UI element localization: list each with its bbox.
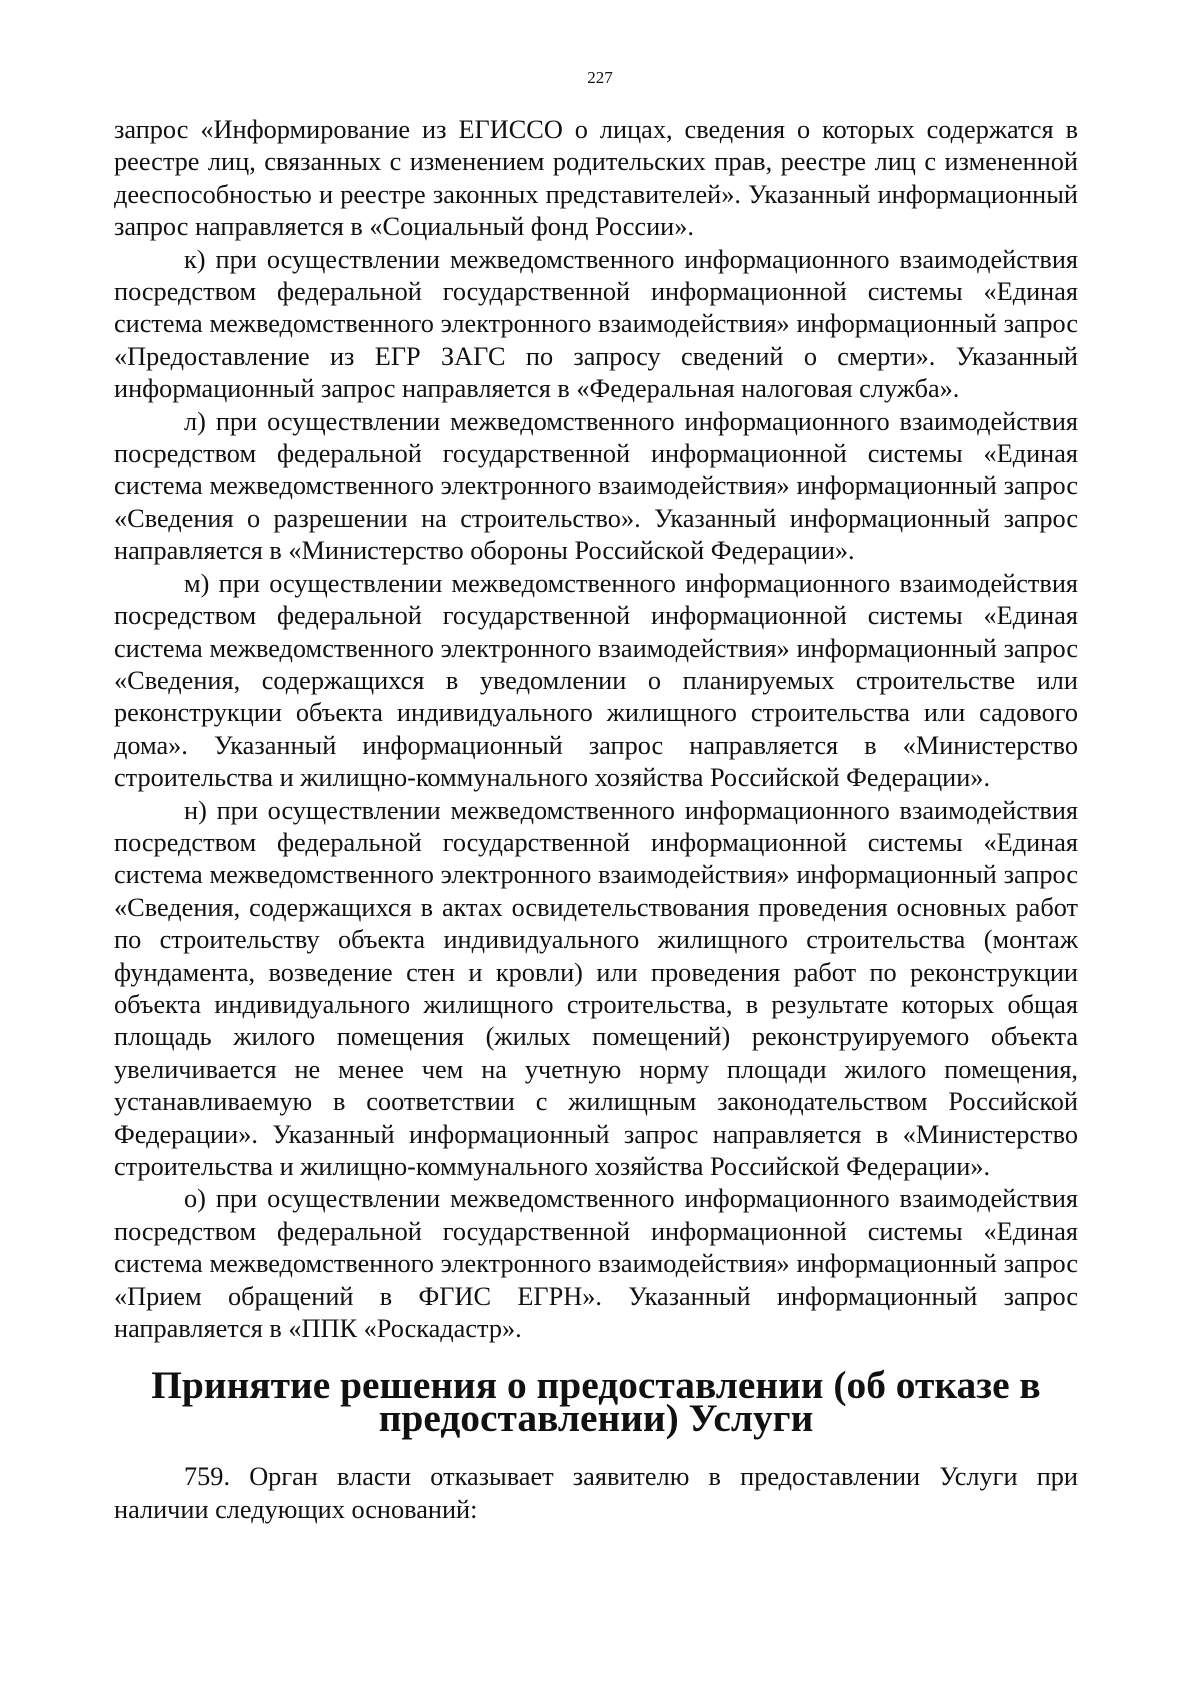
document-body (114, 114, 1078, 1526)
section-heading: Принятие решения о предоставлении (об отказе в предоставлении) Услуги (151, 1363, 1041, 1440)
paragraph-item-n: н) при осуществлении межведомственного информационного взаимодействия посредством федеральной государственной информационной системы «Единая система межведомственного электронного взаимодействия» информационный запрос «Сведения, содержащихся в актах освидетельствования проведения основных работ по строительству объекта индивидуального жилищного строительства (монтаж фундамента, возведение стен и кровли) или проведения работ по реконструкции объекта индивидуального жилищного строительства, в результате которых общая площадь жилого помещения (жилых помещений) реконструируемого объекта увеличивается не менее чем на учетную норму площади жилого помещения, устанавливаемую в соответствии с жилищным законодательством Российской Федерации». Указанный информационный запрос направляется в «Министерство строительства и жилищно-коммунального хозяйства Российской Федерации». (114, 795, 1078, 1181)
paragraph-item-o: о) при осуществлении межведомственного информационного взаимодействия посредством федеральной государственной информационной системы «Единая система межведомственного электронного взаимодействия» информационный запрос «Прием обращений в ФГИС ЕГРН». Указанный информационный запрос направляется в «ППК «Роскадастр». (114, 1184, 1078, 1344)
page-number: 227 (587, 68, 613, 87)
paragraph-759: 759. Орган власти отказывает заявителю в предоставлении Услуги при наличии следующих оснований: (114, 1462, 1078, 1524)
paragraph-item-m: м) при осуществлении межведомственного информационного взаимодействия посредством федеральной государственной информационной системы «Единая система межведомственного электронного взаимодействия» информационный запрос «Сведения, содержащихся в уведомлении о планируемых строительстве или реконструкции объекта индивидуального жилищного строительства или садового дома». Указанный информационный запрос направляется в «Министерство строительства и жилищно-коммунального хозяйства Российской Федерации». (114, 568, 1078, 793)
paragraph-egisso-request: запрос «Информирование из ЕГИССО о лицах, сведения о которых содержатся в реестре лиц, связанных с изменением родительских прав, реестре лиц с измененной дееспособностью и реестре законных представителей». Указанный информационный запрос направляется в «Социальный фонд России». (114, 115, 1078, 242)
paragraph-item-l: л) при осуществлении межведомственного информационного взаимодействия посредством федеральной государственной информационной системы «Единая система межведомственного электронного взаимодействия» информационный запрос «Сведения о разрешении на строительство». Указанный информационный запрос направляется в «Министерство обороны Российской Федерации». (114, 406, 1078, 566)
paragraph-item-k: к) при осуществлении межведомственного информационного взаимодействия посредством федеральной государственной информационной системы «Единая система межведомственного электронного взаимодействия» информационный запрос «Предоставление из ЕГР ЗАГС по запросу сведений о смерти». Указанный информационный запрос направляется в «Федеральная налоговая служба». (114, 244, 1078, 404)
